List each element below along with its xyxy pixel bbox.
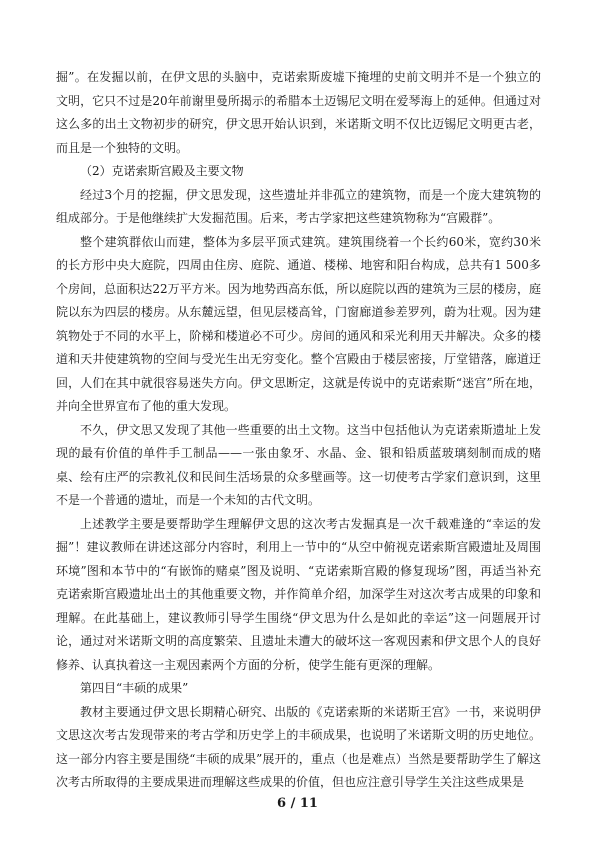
paragraph-3: 整个建筑群依山而建，整体为多层平顶式建筑。建筑围绕着一个长约60米，宽约30米的长方形中央大庭院，四周由住房、庭院、通道、楼梯、地窖和阳台构成，总共有1 500多个房间，总面积达22万平方米。因为地势西高东低，所以庭院以西的建筑为三层的楼房，庭院以东为四层的楼房。从东麓远望，但见层楼高耸，门窗廊道参差罗列，蔚为壮观。因为建筑物处于不同的水平上，阶梯和楼道必不可少。房间的通风和采光利用天井解决。众多的楼道和天井使建筑物的空间与受光生出无穷变化。整个宫殿由于楼层密接，厅堂错落，廊道迂回，人们在其中就很容易迷失方向。伊文思断定，这就是传说中的克诺索斯“迷宫”所在地，并向全世界宣布了他的重大发现。 <box>56 234 541 413</box>
paragraph-1: 掘”。在发掘以前，在伊文思的头脑中，克诺索斯废墟下掩埋的史前文明并不是一个独立的文明，它只不过是20年前谢里曼所揭示的希腊本土迈锡尼文明在爱琴海上的延伸。但通过对这么多的出土文物初步的研究，伊文思开始认识到，米诺斯文明不仅比迈锡尼文明更古老，而且是一个独特的文明。 <box>56 70 541 155</box>
paragraph-6: 教材主要通过伊文思长期精心研究、出版的《克诺索斯的米诺斯王宫》一书，来说明伊文思这次考古发现带来的考古学和历史学上的丰硕成果，也说明了米诺斯文明的历史地位。这一部分内容主要是围绕“丰硕的成果”展开的，重点（也是难点）当然是要帮助学生了解这次考古所取得的主要成果进而理解这些成果的价值，但也应注意引导学生关注这些成果是 <box>56 704 541 789</box>
section-heading-results: 第四目“丰硕的成果” <box>80 681 189 695</box>
page-number: 6 / 11 <box>277 796 318 811</box>
section-heading-palace: （2）克诺索斯宫殿及主要文物 <box>80 164 244 178</box>
paragraph-2: 经过3个月的挖掘，伊文思发现，这些遗址并非孤立的建筑物，而是一个庞大建筑物的组成部分。于是他继续扩大发掘范围。后来，考古学家把这些建筑物称为“宫殿群”。 <box>56 187 541 225</box>
paragraph-4: 不久，伊文思又发现了其他一些重要的出土文物。这当中包括他认为克诺索斯遗址上发现的最有价值的单件手工制品——一张由象牙、水晶、金、银和铅质蓝玻璃刻制而成的赌桌、绘有庄严的宗教礼仪和民间生活场景的众多壁画等。这一切使考古学家们意识到，这里不是一个普通的遗址，而是一个未知的古代文明。 <box>56 422 541 507</box>
document-body <box>56 66 541 795</box>
paragraph-5: 上述教学主要是要帮助学生理解伊文思的这次考古发掘真是一次千载难逢的“幸运的发掘”！建议教师在讲述这部分内容时，利用上一节中的“从空中俯视克诺索斯宫殿遗址及周围环境”图和本节中的“有嵌饰的赌桌”图及说明、“克诺索斯宫殿的修复现场”图，再适当补充克诺索斯宫殿遗址出土的其他重要文物，并作简单介绍，加深学生对这次考古成果的印象和理解。在此基础上，建议教师引导学生围绕“伊文思为什么是如此的幸运”这一问题展开讨论，通过对米诺斯文明的高度繁荣、且遗址未遭大的破坏这一客观因素和伊文思个人的良好修养、认真执着这一主观因素两个方面的分析，使学生能有更深的理解。 <box>56 516 541 672</box>
